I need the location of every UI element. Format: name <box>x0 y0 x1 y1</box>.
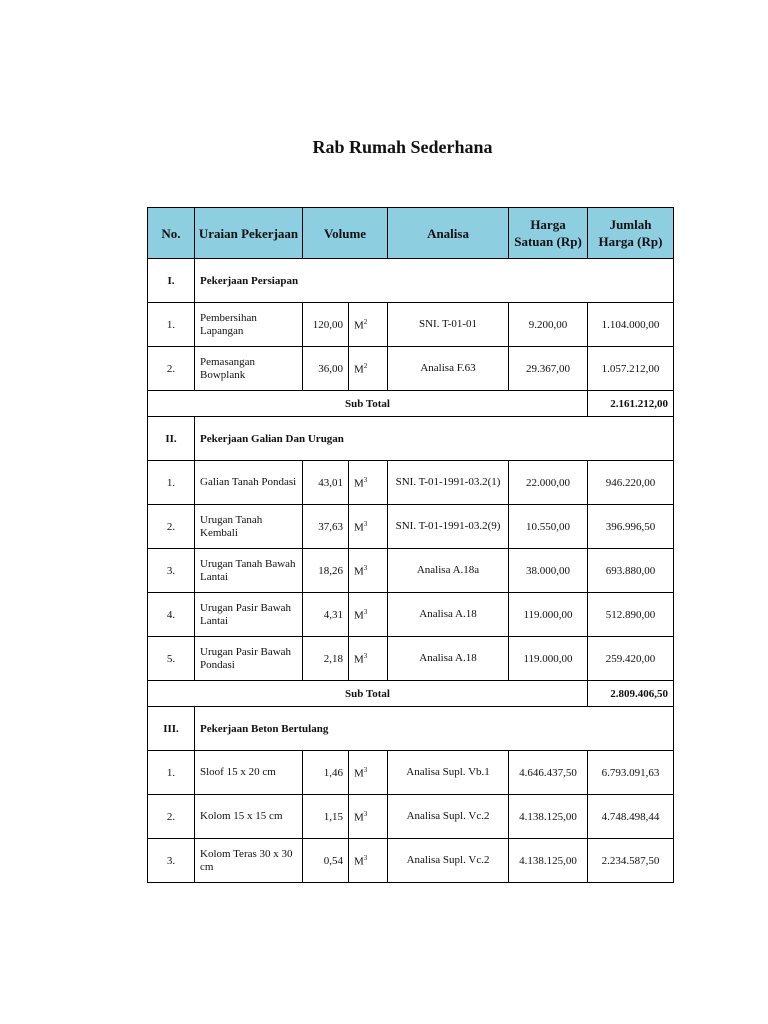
item-number: 3. <box>148 839 195 883</box>
item-unit <box>349 303 388 347</box>
item-analisa: Analisa F.63 <box>388 347 509 391</box>
item-harga-satuan: 4.138.125,00 <box>509 839 588 883</box>
item-harga-satuan: 38.000,00 <box>509 549 588 593</box>
item-unit-exponent: 2 <box>363 317 368 326</box>
item-uraian: Urugan Pasir Bawah Lantai <box>195 593 303 637</box>
item-unit-exponent: 3 <box>363 651 368 660</box>
item-unit-exponent: 3 <box>363 607 368 616</box>
table-row <box>148 593 674 637</box>
rab-table <box>147 207 674 883</box>
item-jumlah-harga: 1.104.000,00 <box>588 303 674 347</box>
item-unit-exponent: 2 <box>363 361 368 370</box>
item-unit-base: M <box>354 363 364 376</box>
item-jumlah-harga: 396.996,50 <box>588 505 674 549</box>
table-body <box>148 259 674 883</box>
subtotal-label: Sub Total <box>148 681 588 707</box>
page-title: Rab Rumah Sederhana <box>312 137 493 157</box>
item-unit-base: M <box>354 811 364 824</box>
item-jumlah-harga: 259.420,00 <box>588 637 674 681</box>
item-volume: 43,01 <box>303 461 349 505</box>
item-analisa: Analisa A.18 <box>388 637 509 681</box>
item-unit <box>349 505 388 549</box>
item-unit-exponent: 3 <box>363 563 368 572</box>
item-analisa: Analisa A.18a <box>388 549 509 593</box>
item-unit <box>349 795 388 839</box>
item-analisa: Analisa A.18 <box>388 593 509 637</box>
item-volume: 18,26 <box>303 549 349 593</box>
item-analisa: Analisa Supl. Vb.1 <box>388 751 509 795</box>
item-volume: 37,63 <box>303 505 349 549</box>
item-unit <box>349 549 388 593</box>
table-row <box>148 839 674 883</box>
item-uraian: Pemasangan Bowplank <box>195 347 303 391</box>
subtotal-value: 2.809.406,50 <box>588 681 674 707</box>
item-jumlah-harga: 1.057.212,00 <box>588 347 674 391</box>
item-harga-satuan: 10.550,00 <box>509 505 588 549</box>
item-uraian: Urugan Tanah Bawah Lantai <box>195 549 303 593</box>
table-row <box>148 505 674 549</box>
subtotal-value: 2.161.212,00 <box>588 391 674 417</box>
item-jumlah-harga: 693.880,00 <box>588 549 674 593</box>
item-volume: 0,54 <box>303 839 349 883</box>
item-analisa: Analisa Supl. Vc.2 <box>388 839 509 883</box>
item-unit-exponent: 3 <box>363 765 368 774</box>
item-volume: 1,46 <box>303 751 349 795</box>
item-harga-satuan: 119.000,00 <box>509 637 588 681</box>
section-number: III. <box>148 707 195 751</box>
item-uraian: Pembersihan Lapangan <box>195 303 303 347</box>
section-row <box>148 707 674 751</box>
item-uraian: Galian Tanah Pondasi <box>195 461 303 505</box>
item-number: 3. <box>148 549 195 593</box>
item-unit-base: M <box>354 609 364 622</box>
section-title: Pekerjaan Beton Bertulang <box>195 707 674 751</box>
item-jumlah-harga: 4.748.498,44 <box>588 795 674 839</box>
header-uraian: Uraian Pekerjaan <box>195 208 303 259</box>
item-unit-base: M <box>354 653 364 666</box>
item-harga-satuan: 9.200,00 <box>509 303 588 347</box>
header-harga-satuan: Harga Satuan (Rp) <box>509 208 588 259</box>
item-uraian: Kolom 15 x 15 cm <box>195 795 303 839</box>
item-volume: 120,00 <box>303 303 349 347</box>
section-number: II. <box>148 417 195 461</box>
subtotal-label: Sub Total <box>148 391 588 417</box>
item-harga-satuan: 4.138.125,00 <box>509 795 588 839</box>
item-uraian: Urugan Pasir Bawah Pondasi <box>195 637 303 681</box>
table-row <box>148 347 674 391</box>
item-unit-exponent: 3 <box>363 809 368 818</box>
item-unit-exponent: 3 <box>363 475 368 484</box>
item-unit <box>349 751 388 795</box>
item-unit-base: M <box>354 477 364 490</box>
item-number: 4. <box>148 593 195 637</box>
item-unit-base: M <box>354 319 364 332</box>
item-unit <box>349 347 388 391</box>
item-unit-exponent: 3 <box>363 519 368 528</box>
section-title: Pekerjaan Galian Dan Urugan <box>195 417 674 461</box>
item-jumlah-harga: 2.234.587,50 <box>588 839 674 883</box>
item-volume: 4,31 <box>303 593 349 637</box>
item-number: 1. <box>148 303 195 347</box>
item-uraian: Urugan Tanah Kembali <box>195 505 303 549</box>
table-row <box>148 751 674 795</box>
header-analisa: Analisa <box>388 208 509 259</box>
subtotal-row <box>148 391 674 417</box>
item-unit-base: M <box>354 767 364 780</box>
item-unit <box>349 839 388 883</box>
table-header-row <box>148 208 674 259</box>
item-harga-satuan: 4.646.437,50 <box>509 751 588 795</box>
item-analisa: SNI. T-01-01 <box>388 303 509 347</box>
item-volume: 2,18 <box>303 637 349 681</box>
section-title: Pekerjaan Persiapan <box>195 259 674 303</box>
header-volume: Volume <box>303 208 388 259</box>
item-jumlah-harga: 512.890,00 <box>588 593 674 637</box>
item-unit <box>349 461 388 505</box>
item-unit-base: M <box>354 521 364 534</box>
section-row <box>148 417 674 461</box>
item-number: 1. <box>148 751 195 795</box>
item-number: 1. <box>148 461 195 505</box>
item-jumlah-harga: 946.220,00 <box>588 461 674 505</box>
item-unit-base: M <box>354 855 364 868</box>
item-volume: 1,15 <box>303 795 349 839</box>
item-unit <box>349 593 388 637</box>
subtotal-row <box>148 681 674 707</box>
header-no: No. <box>148 208 195 259</box>
table-row <box>148 795 674 839</box>
item-number: 2. <box>148 347 195 391</box>
item-number: 2. <box>148 505 195 549</box>
item-harga-satuan: 119.000,00 <box>509 593 588 637</box>
table-row <box>148 637 674 681</box>
header-jumlah-harga: Jumlah Harga (Rp) <box>588 208 674 259</box>
item-unit-exponent: 3 <box>363 853 368 862</box>
item-number: 2. <box>148 795 195 839</box>
item-number: 5. <box>148 637 195 681</box>
item-unit <box>349 637 388 681</box>
item-volume: 36,00 <box>303 347 349 391</box>
section-row <box>148 259 674 303</box>
item-analisa: SNI. T-01-1991-03.2(9) <box>388 505 509 549</box>
item-harga-satuan: 29.367,00 <box>509 347 588 391</box>
item-analisa: Analisa Supl. Vc.2 <box>388 795 509 839</box>
item-jumlah-harga: 6.793.091,63 <box>588 751 674 795</box>
section-number: I. <box>148 259 195 303</box>
item-analisa: SNI. T-01-1991-03.2(1) <box>388 461 509 505</box>
table-row <box>148 549 674 593</box>
table-row <box>148 303 674 347</box>
item-unit-base: M <box>354 565 364 578</box>
item-harga-satuan: 22.000,00 <box>509 461 588 505</box>
item-uraian: Kolom Teras 30 x 30 cm <box>195 839 303 883</box>
table-row <box>148 461 674 505</box>
item-uraian: Sloof 15 x 20 cm <box>195 751 303 795</box>
